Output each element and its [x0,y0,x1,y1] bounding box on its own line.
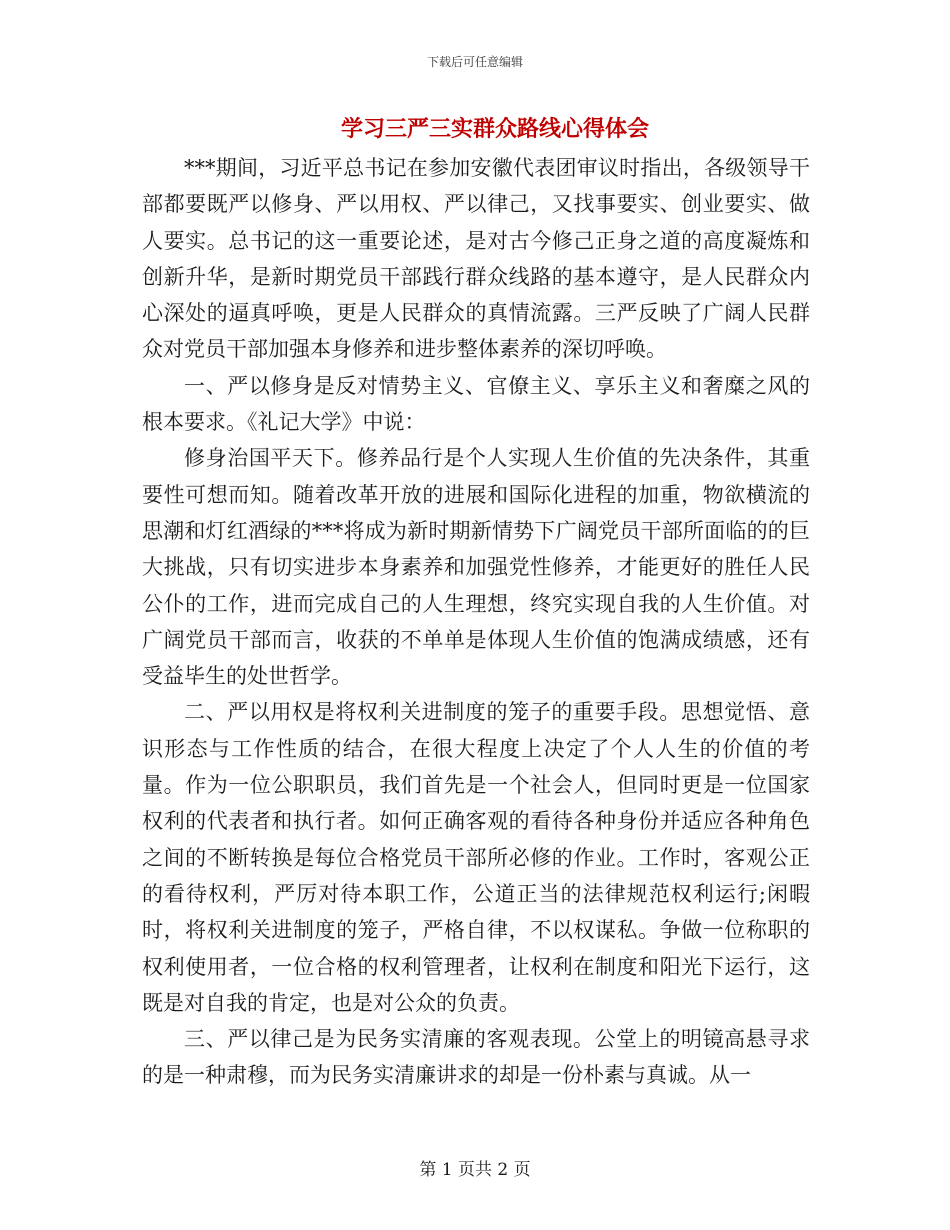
header-note: 下载后可任意编辑 [426,55,523,69]
paragraph-section-1: 一、严以修身是反对情势主义、官僚主义、享乐主义和奢糜之风的根本要求。《礼记大学》中说： [142,373,810,435]
paragraph-intro: ***期间，习近平总书记在参加安徽代表团审议时指出，各级领导干部都要既严以修身、严以用权、严以律己，又找事要实、创业要实、做人要实。总书记的这一重要论述，是对古今修己正身之道的高度凝炼和创新升华，是新时期党员干部践行群众线路的基本遵守，是人民群众内心深处的逼真呼唤，更是人民群众的真情流露。三严反映了广阔人民群众对党员干部加强本身修养和进步整体素养的深切呼唤。 [142,156,810,362]
paragraph-section-1-body: 修身治国平天下。修养品行是个人实现人生价值的先决条件，其重要性可想而知。随着改革开放的进展和国际化进程的加重，物欲横流的思潮和灯红酒绿的***将成为新时期新情势下广阔党员干部所面临的的巨大挑战，只有切实进步本身素养和加强党性修养，才能更好的胜任人民公仆的工作，进而完成自己的人生理想，终究实现自我的人生价值。对广阔党员干部而言，收获的不单单是体现人生价值的饱满成绩感，还有受益毕生的处世哲学。 [142,446,810,689]
paragraph-section-2: 二、严以用权是将权利关进制度的笼子的重要手段。思想觉悟、意识形态与工作性质的结合，在很大程度上决定了个人人生的价值的考量。作为一位公职职员，我们首先是一个社会人，但同时更是一位国家权利的代表者和执行者。如何正确客观的看待各种身份并适应各种角色之间的不断转换是每位合格党员干部所必修的作业。工作时，客观公正的看待权利，严厉对待本职工作，公道正当的法律规范权利运行;闲暇时，将权利关进制度的笼子，严格自律，不以权谋私。争做一位称职的权利使用者，一位合格的权利管理者，让权利在制度和阳光下运行，这既是对自我的肯定，也是对公众的负责。 [142,700,810,1015]
document-title: 学习三严三实群众路线心得体会 [340,117,649,142]
page-number: 第 1 页共 2 页 [419,1160,531,1180]
paragraph-section-3: 三、严以律己是为民务实清廉的客观表现。公堂上的明镜高悬寻求的是一种肃穆，而为民务实清廉讲求的却是一份朴素与真诚。从一 [142,1027,810,1088]
document-body [142,150,810,1094]
